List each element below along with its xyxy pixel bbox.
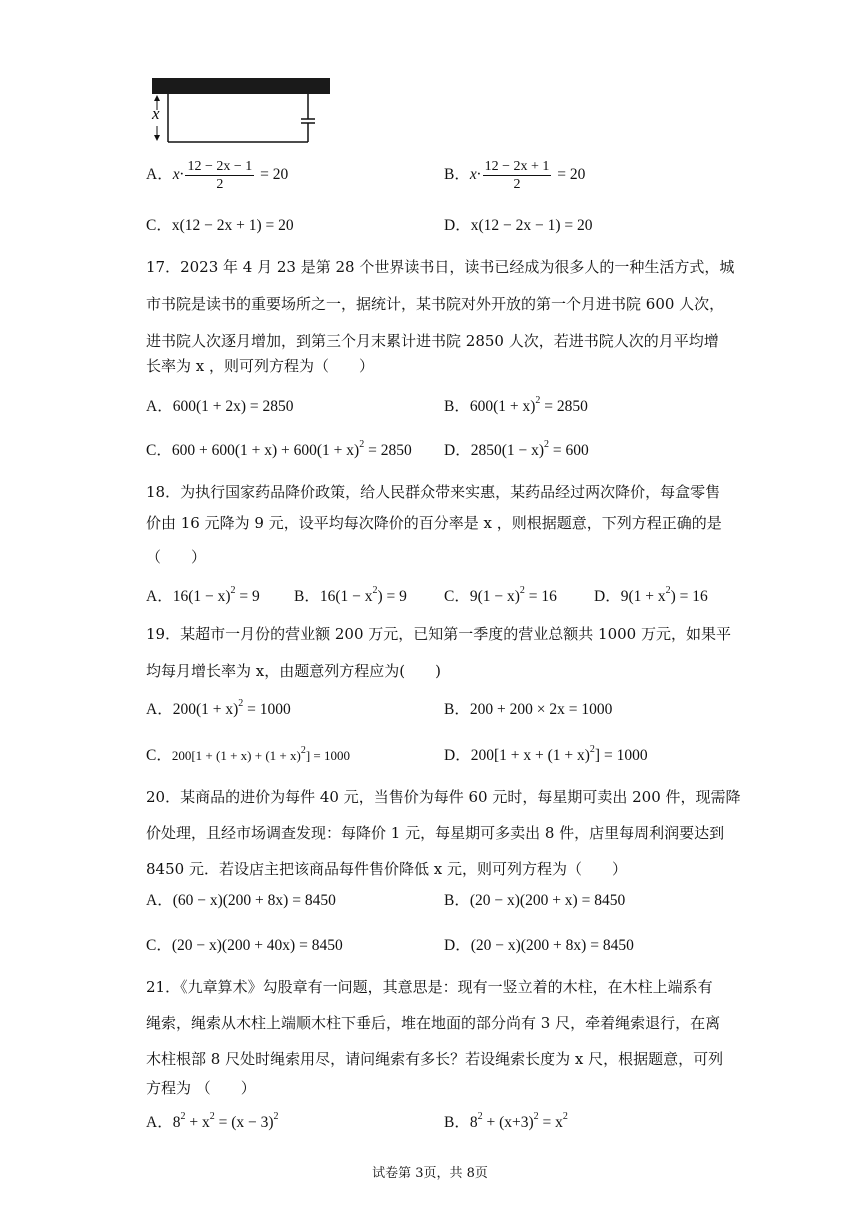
q18-option-d[interactable]: D．$9(1 + x^2) = 16$ <box>594 584 708 605</box>
q20-line-2: 价处理，且经市场调查发现：每降价 1 元，每星期可多卖出 8 件，店里每周利润要达到 <box>146 824 725 842</box>
q19-option-c[interactable]: C．$200[1 + (1 + x) + (1 + x)^2] = 1000$ <box>146 744 350 764</box>
q19-option-b[interactable]: B．200 + 200 × 2x = 1000 <box>444 701 613 718</box>
q20-option-d[interactable]: D．(20 − x)(200 + 8x) = 8450 <box>444 937 634 954</box>
q17-option-b[interactable]: B．$600(1 + x)^2 = 2850$ <box>444 394 588 415</box>
q19-option-d[interactable]: D．$200[1 + x + (1 + x)^2] = 1000$ <box>444 743 648 764</box>
q17-line-2: 市书院是读书的重要场所之一，据统计，某书院对外开放的第一个月进书院 600 人次， <box>146 295 725 313</box>
q17-line-4: 长率为 x ，则可列方程为（ ） <box>146 357 374 375</box>
q16-option-a[interactable]: A．x· $\frac{12 - 2x - 1}{2}$ = 20 <box>146 159 289 192</box>
q17-line-1: 17．2023 年 4 月 23 是第 28 个世界读书日，读书已经成为很多人的一种生活方式，城 <box>146 258 735 276</box>
q18-option-a[interactable]: A．$16(1 - x)^2 = 9$ <box>146 584 260 605</box>
q16-option-c[interactable]: C．x(12 − 2x + 1) = 20 <box>146 217 294 234</box>
q21-line-2: 绳索，绳索从木柱上端顺木柱下垂后，堆在地面的部分尚有 3 尺，牵着绳索退行，在离 <box>146 1014 721 1032</box>
q17-line-3: 进书院人次逐月增加，到第三个月末累计进书院 2850 人次，若进书院人次的月平均增 <box>146 332 719 350</box>
q21-line-1: 21．《九章算术》勾股章有一问题，其意思是：现有一竖立着的木柱，在木柱上端系有 <box>146 978 713 996</box>
figure-label-x: x <box>152 104 160 123</box>
q20-option-c[interactable]: C．(20 − x)(200 + 40x) = 8450 <box>146 937 343 954</box>
q18-line-2: 价由 16 元降为 9 元，设平均每次降价的百分率是 x ，则根据题意，下列方程正确的是 <box>146 514 722 532</box>
q20-line-1: 20．某商品的进价为每件 40 元，当售价为每件 60 元时，每星期可卖出 200 件，现需降 <box>146 788 741 806</box>
q16-option-d[interactable]: D．x(12 − 2x − 1) = 20 <box>444 217 593 234</box>
q19-line-2: 均每月增长率为 x，由题意列方程应为( ) <box>146 662 441 680</box>
q20-option-a[interactable]: A．(60 − x)(200 + 8x) = 8450 <box>146 892 336 909</box>
q21-line-4: 方程为 （ ） <box>146 1079 256 1097</box>
rectangle-figure <box>148 76 338 148</box>
q18-line-1: 18．为执行国家药品降价政策，给人民群众带来实惠，某药品经过两次降价，每盒零售 <box>146 483 721 501</box>
q21-line-3: 木柱根部 8 尺处时绳索用尽，请问绳索有多长？若设绳索长度为 x 尺，根据题意，可列 <box>146 1050 724 1068</box>
q18-option-c[interactable]: C．$9(1 - x)^2 = 16$ <box>444 584 557 605</box>
q17-option-d[interactable]: D．$2850(1 - x)^2 = 600$ <box>444 438 589 459</box>
q21-option-a[interactable]: A．$8^2 + x^2 = (x - 3)^2$ <box>146 1110 279 1131</box>
q17-option-c[interactable]: C．$600 + 600(1 + x) + 600(1 + x)^2 = 2850$ <box>146 438 412 459</box>
q17-option-a[interactable]: A．600(1 + 2x) = 2850 <box>146 398 294 415</box>
q20-line-3: 8450 元．若设店主把该商品每件售价降低 x 元，则可列方程为（ ） <box>146 860 627 878</box>
q18-line-3: （ ） <box>146 548 207 566</box>
q19-option-a[interactable]: A．$200(1 + x)^2 = 1000$ <box>146 697 291 718</box>
q16-option-b[interactable]: B．x· $\frac{12 - 2x + 1}{2}$ = 20 <box>444 159 586 192</box>
page-footer: 试卷第 3页，共 8页 <box>372 1166 488 1181</box>
q20-option-b[interactable]: B．(20 − x)(200 + x) = 8450 <box>444 892 626 909</box>
q18-option-b[interactable]: B．$16(1 - x^2) = 9$ <box>294 584 407 605</box>
q19-line-1: 19．某超市一月份的营业额 200 万元，已知第一季度的营业总额共 1000 万元，如果平 <box>146 625 731 643</box>
q21-option-b[interactable]: B．$8^2 + (x+3)^2 = x^2$ <box>444 1110 568 1131</box>
